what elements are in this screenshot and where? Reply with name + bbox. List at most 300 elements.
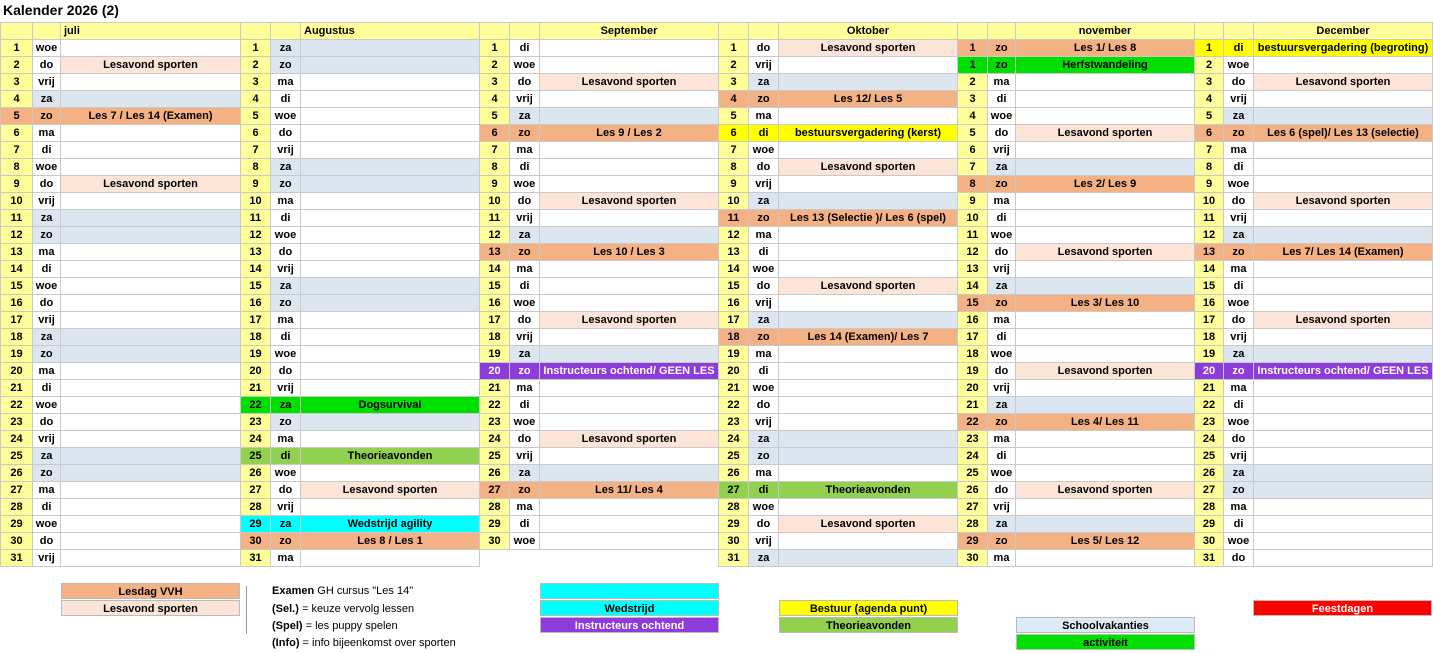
calendar-row <box>1 567 1433 584</box>
weekday: di <box>749 482 779 499</box>
event-cell <box>779 465 958 482</box>
day-number: 8 <box>958 176 988 193</box>
event-cell <box>301 295 480 312</box>
weekday: ma <box>988 193 1016 210</box>
day-number: 26 <box>958 482 988 499</box>
weekday: vrij <box>510 210 540 227</box>
calendar-row <box>1 278 1433 295</box>
weekday: do <box>749 516 779 533</box>
event-cell: Les 10 / Les 3 <box>540 244 719 261</box>
event-cell <box>1254 346 1433 363</box>
event-cell <box>1254 57 1433 74</box>
event-cell: Lesavond sporten <box>779 40 958 57</box>
weekday: ma <box>271 193 301 210</box>
day-number: 2 <box>719 57 749 74</box>
event-cell <box>1254 448 1433 465</box>
weekday: za <box>749 550 779 567</box>
event-cell <box>540 108 719 125</box>
weekday: woe <box>1224 295 1254 312</box>
event-cell <box>1016 74 1195 91</box>
day-number: 30 <box>480 533 510 550</box>
day-number: 19 <box>1 346 33 363</box>
weekday: woe <box>271 465 301 482</box>
event-cell <box>1254 176 1433 193</box>
day-number: 7 <box>480 142 510 159</box>
event-cell <box>301 176 480 193</box>
day-number: 21 <box>1 380 33 397</box>
event-cell <box>540 397 719 414</box>
event-cell <box>779 397 958 414</box>
month-name: Augustus <box>301 23 480 40</box>
event-cell <box>301 278 480 295</box>
weekday: do <box>271 363 301 380</box>
day-number: 25 <box>958 465 988 482</box>
weekday: di <box>1224 40 1254 57</box>
event-cell <box>61 380 241 397</box>
event-cell: Les 3/ Les 10 <box>1016 295 1195 312</box>
day-number: 13 <box>958 261 988 278</box>
event-cell <box>1016 159 1195 176</box>
weekday: di <box>1224 278 1254 295</box>
day-number: 16 <box>1 295 33 312</box>
weekday: do <box>271 482 301 499</box>
weekday: vrij <box>988 380 1016 397</box>
event-cell <box>779 176 958 193</box>
day-number: 24 <box>480 431 510 448</box>
event-cell <box>779 57 958 74</box>
weekday: vrij <box>33 431 61 448</box>
event-cell: Lesavond sporten <box>61 57 241 74</box>
event-cell <box>61 414 241 431</box>
day-number: 12 <box>719 227 749 244</box>
day-number: 20 <box>1195 363 1224 380</box>
event-cell <box>301 414 480 431</box>
event-cell <box>779 431 958 448</box>
calendar-row <box>1 414 1433 431</box>
day-number: 21 <box>958 397 988 414</box>
day-number: 28 <box>480 499 510 516</box>
event-cell <box>540 210 719 227</box>
event-cell <box>301 159 480 176</box>
day-number: 11 <box>1 210 33 227</box>
event-cell <box>301 499 480 516</box>
legend-spel: (Spel) = les puppy spelen <box>272 620 398 632</box>
weekday: woe <box>988 346 1016 363</box>
event-cell <box>301 380 480 397</box>
event-cell <box>61 40 241 57</box>
weekday: woe <box>33 40 61 57</box>
event-cell <box>1254 499 1433 516</box>
event-cell <box>61 261 241 278</box>
weekday: zo <box>988 533 1016 550</box>
event-cell <box>779 227 958 244</box>
day-number: 29 <box>1195 516 1224 533</box>
weekday: do <box>510 431 540 448</box>
day-number: 8 <box>1 159 33 176</box>
calendar-row <box>1 550 1433 567</box>
day-number: 3 <box>958 91 988 108</box>
weekday: woe <box>510 176 540 193</box>
day-number: 3 <box>1 74 33 91</box>
event-cell <box>779 533 958 550</box>
day-number: 3 <box>480 74 510 91</box>
day-number: 25 <box>241 448 271 465</box>
day-number: 10 <box>1 193 33 210</box>
day-number: 1 <box>958 40 988 57</box>
calendar-row <box>1 312 1433 329</box>
weekday: di <box>749 244 779 261</box>
event-cell <box>540 346 719 363</box>
event-cell: Herfstwandeling <box>1016 57 1195 74</box>
weekday: ma <box>33 363 61 380</box>
day-number: 21 <box>480 380 510 397</box>
event-cell: Lesavond sporten <box>540 74 719 91</box>
legend-feestdagen: Feestdagen <box>1253 600 1432 616</box>
weekday: vrij <box>988 261 1016 278</box>
day-number: 6 <box>1 125 33 142</box>
event-cell <box>540 40 719 57</box>
month-name: Oktober <box>779 23 958 40</box>
event-cell: Lesavond sporten <box>779 278 958 295</box>
event-cell: Les 2/ Les 9 <box>1016 176 1195 193</box>
event-cell: Lesavond sporten <box>1254 74 1433 91</box>
day-number: 13 <box>1 244 33 261</box>
day-number: 1 <box>958 57 988 74</box>
day-number: 27 <box>719 482 749 499</box>
event-cell <box>779 108 958 125</box>
event-cell <box>61 210 241 227</box>
day-number: 7 <box>241 142 271 159</box>
weekday: za <box>33 448 61 465</box>
event-cell <box>61 244 241 261</box>
weekday: do <box>510 193 540 210</box>
weekday: ma <box>510 261 540 278</box>
day-number: 27 <box>480 482 510 499</box>
calendar-row <box>1 380 1433 397</box>
event-cell <box>1254 533 1433 550</box>
weekday: do <box>988 125 1016 142</box>
event-cell: Lesavond sporten <box>1016 244 1195 261</box>
weekday: zo <box>271 176 301 193</box>
event-cell <box>779 261 958 278</box>
weekday: zo <box>988 414 1016 431</box>
event-cell: Lesavond sporten <box>779 516 958 533</box>
day-number: 21 <box>241 380 271 397</box>
weekday: ma <box>510 380 540 397</box>
weekday: zo <box>510 125 540 142</box>
event-cell: Les 8 / Les 1 <box>301 533 480 550</box>
event-cell: Les 5/ Les 12 <box>1016 533 1195 550</box>
calendar-row <box>1 176 1433 193</box>
day-number: 31 <box>1 550 33 567</box>
weekday: vrij <box>749 533 779 550</box>
event-cell <box>1254 142 1433 159</box>
weekday: vrij <box>988 142 1016 159</box>
weekday: di <box>33 499 61 516</box>
weekday: ma <box>271 431 301 448</box>
weekday: ma <box>749 465 779 482</box>
event-cell <box>301 74 480 91</box>
calendar-row <box>1 363 1433 380</box>
event-cell <box>1254 482 1433 499</box>
event-cell <box>301 193 480 210</box>
weekday: zo <box>988 295 1016 312</box>
event-cell <box>61 74 241 91</box>
day-number: 16 <box>719 295 749 312</box>
weekday: di <box>1224 397 1254 414</box>
event-cell: Dogsurvival <box>301 397 480 414</box>
weekday: di <box>510 278 540 295</box>
day-number: 24 <box>241 431 271 448</box>
day-number: 19 <box>241 346 271 363</box>
weekday: woe <box>749 499 779 516</box>
day-number: 16 <box>480 295 510 312</box>
event-cell <box>1254 295 1433 312</box>
weekday: zo <box>1224 363 1254 380</box>
day-number: 12 <box>958 244 988 261</box>
event-cell <box>301 431 480 448</box>
weekday: zo <box>271 295 301 312</box>
event-cell <box>1016 346 1195 363</box>
weekday: ma <box>749 227 779 244</box>
weekday: za <box>271 40 301 57</box>
day-number: 17 <box>241 312 271 329</box>
weekday: za <box>749 74 779 91</box>
event-cell <box>61 91 241 108</box>
day-number: 5 <box>480 108 510 125</box>
weekday: woe <box>988 227 1016 244</box>
day-number: 12 <box>1195 227 1224 244</box>
event-cell: Lesavond sporten <box>301 482 480 499</box>
weekday: di <box>1224 516 1254 533</box>
weekday: zo <box>33 227 61 244</box>
event-cell <box>779 346 958 363</box>
weekday: vrij <box>749 57 779 74</box>
event-cell: Theorieavonden <box>301 448 480 465</box>
day-number: 31 <box>1195 550 1224 567</box>
day-number: 26 <box>480 465 510 482</box>
weekday: vrij <box>271 261 301 278</box>
weekday: woe <box>988 465 1016 482</box>
calendar-row <box>1 125 1433 142</box>
weekday: za <box>510 465 540 482</box>
calendar-row <box>1 533 1433 550</box>
day-number: 16 <box>241 295 271 312</box>
event-cell <box>301 346 480 363</box>
calendar-row <box>1 329 1433 346</box>
event-cell <box>1016 550 1195 567</box>
day-number: 17 <box>480 312 510 329</box>
weekday: zo <box>510 363 540 380</box>
weekday: za <box>33 210 61 227</box>
weekday: zo <box>510 244 540 261</box>
legend-activiteit: activiteit <box>1016 634 1195 650</box>
day-number: 7 <box>719 142 749 159</box>
day-number: 23 <box>480 414 510 431</box>
weekday: za <box>749 312 779 329</box>
legend-bestuur: Bestuur (agenda punt) <box>779 600 958 616</box>
weekday: do <box>33 414 61 431</box>
weekday: woe <box>33 397 61 414</box>
event-cell <box>779 142 958 159</box>
event-cell <box>779 380 958 397</box>
weekday: ma <box>1224 380 1254 397</box>
event-cell: Theorieavonden <box>779 482 958 499</box>
day-number: 11 <box>1195 210 1224 227</box>
day-number: 28 <box>958 516 988 533</box>
weekday: zo <box>749 448 779 465</box>
event-cell <box>61 431 241 448</box>
calendar-row <box>1 91 1433 108</box>
event-cell: Les 1/ Les 8 <box>1016 40 1195 57</box>
day-number: 12 <box>480 227 510 244</box>
event-cell <box>540 533 719 550</box>
weekday: woe <box>271 108 301 125</box>
day-number: 18 <box>958 346 988 363</box>
event-cell: bestuursvergadering (begroting) <box>1254 40 1433 57</box>
weekday: do <box>510 312 540 329</box>
day-number: 1 <box>1 40 33 57</box>
weekday: di <box>271 329 301 346</box>
weekday: zo <box>749 210 779 227</box>
day-number: 28 <box>241 499 271 516</box>
day-number: 13 <box>719 244 749 261</box>
event-cell <box>540 516 719 533</box>
day-number: 28 <box>1 499 33 516</box>
weekday: za <box>271 516 301 533</box>
day-number: 27 <box>1 482 33 499</box>
event-cell <box>540 57 719 74</box>
weekday: do <box>749 40 779 57</box>
weekday: do <box>271 244 301 261</box>
day-number: 26 <box>241 465 271 482</box>
day-number: 8 <box>719 159 749 176</box>
day-number: 29 <box>719 516 749 533</box>
event-cell <box>61 499 241 516</box>
day-number: 7 <box>1 142 33 159</box>
event-cell <box>301 125 480 142</box>
day-number: 20 <box>719 363 749 380</box>
day-number: 21 <box>1195 380 1224 397</box>
day-number: 11 <box>241 210 271 227</box>
weekday: di <box>749 125 779 142</box>
event-cell <box>540 448 719 465</box>
day-number: 9 <box>1 176 33 193</box>
day-number: 25 <box>480 448 510 465</box>
day-number: 9 <box>958 193 988 210</box>
event-cell <box>61 125 241 142</box>
weekday: zo <box>988 176 1016 193</box>
day-number: 7 <box>1195 142 1224 159</box>
weekday: zo <box>1224 482 1254 499</box>
event-cell <box>301 312 480 329</box>
event-cell: Instructeurs ochtend/ GEEN LES <box>540 363 719 380</box>
event-cell <box>61 329 241 346</box>
event-cell <box>1016 397 1195 414</box>
event-cell <box>301 57 480 74</box>
event-cell <box>61 346 241 363</box>
weekday: za <box>988 516 1016 533</box>
day-number: 14 <box>958 278 988 295</box>
event-cell <box>61 550 241 567</box>
event-cell: Les 12/ Les 5 <box>779 91 958 108</box>
weekday: zo <box>749 329 779 346</box>
event-cell <box>1016 448 1195 465</box>
event-cell <box>301 550 480 567</box>
weekday: zo <box>988 57 1016 74</box>
weekday: za <box>510 346 540 363</box>
weekday: woe <box>1224 533 1254 550</box>
weekday: ma <box>988 431 1016 448</box>
day-number: 1 <box>241 40 271 57</box>
day-number: 25 <box>1195 448 1224 465</box>
weekday: ma <box>271 312 301 329</box>
event-cell <box>1016 261 1195 278</box>
month-name: September <box>540 23 719 40</box>
event-cell <box>301 244 480 261</box>
day-number: 13 <box>480 244 510 261</box>
weekday: do <box>988 244 1016 261</box>
event-cell: Lesavond sporten <box>1016 363 1195 380</box>
day-number: 30 <box>719 533 749 550</box>
event-cell <box>779 244 958 261</box>
weekday: woe <box>33 516 61 533</box>
day-number: 4 <box>480 91 510 108</box>
day-number: 4 <box>1195 91 1224 108</box>
day-number: 16 <box>958 312 988 329</box>
weekday: zo <box>271 414 301 431</box>
event-cell <box>540 414 719 431</box>
event-cell <box>779 193 958 210</box>
weekday: ma <box>1224 261 1254 278</box>
calendar-row <box>1 142 1433 159</box>
weekday: do <box>33 295 61 312</box>
event-cell <box>1016 278 1195 295</box>
calendar-row <box>1 499 1433 516</box>
event-cell <box>61 397 241 414</box>
weekday: zo <box>33 346 61 363</box>
day-number: 5 <box>1 108 33 125</box>
day-number: 10 <box>719 193 749 210</box>
event-cell <box>540 329 719 346</box>
day-number: 2 <box>1195 57 1224 74</box>
event-cell <box>1016 227 1195 244</box>
day-number: 30 <box>1 533 33 550</box>
event-cell <box>61 193 241 210</box>
event-cell: Lesavond sporten <box>540 193 719 210</box>
day-number: 12 <box>1 227 33 244</box>
weekday: di <box>271 448 301 465</box>
weekday: za <box>1224 108 1254 125</box>
page-title: Kalender 2026 (2) <box>3 2 119 18</box>
event-cell <box>540 227 719 244</box>
day-number: 2 <box>241 57 271 74</box>
event-cell <box>61 533 241 550</box>
event-cell <box>779 414 958 431</box>
event-cell <box>1016 499 1195 516</box>
day-number: 22 <box>719 397 749 414</box>
day-number: 3 <box>241 74 271 91</box>
event-cell <box>61 465 241 482</box>
weekday: vrij <box>33 193 61 210</box>
day-number: 22 <box>241 397 271 414</box>
day-number: 14 <box>1195 261 1224 278</box>
weekday: vrij <box>1224 448 1254 465</box>
day-number: 8 <box>241 159 271 176</box>
weekday: vrij <box>1224 91 1254 108</box>
weekday: do <box>1224 431 1254 448</box>
event-cell <box>61 482 241 499</box>
